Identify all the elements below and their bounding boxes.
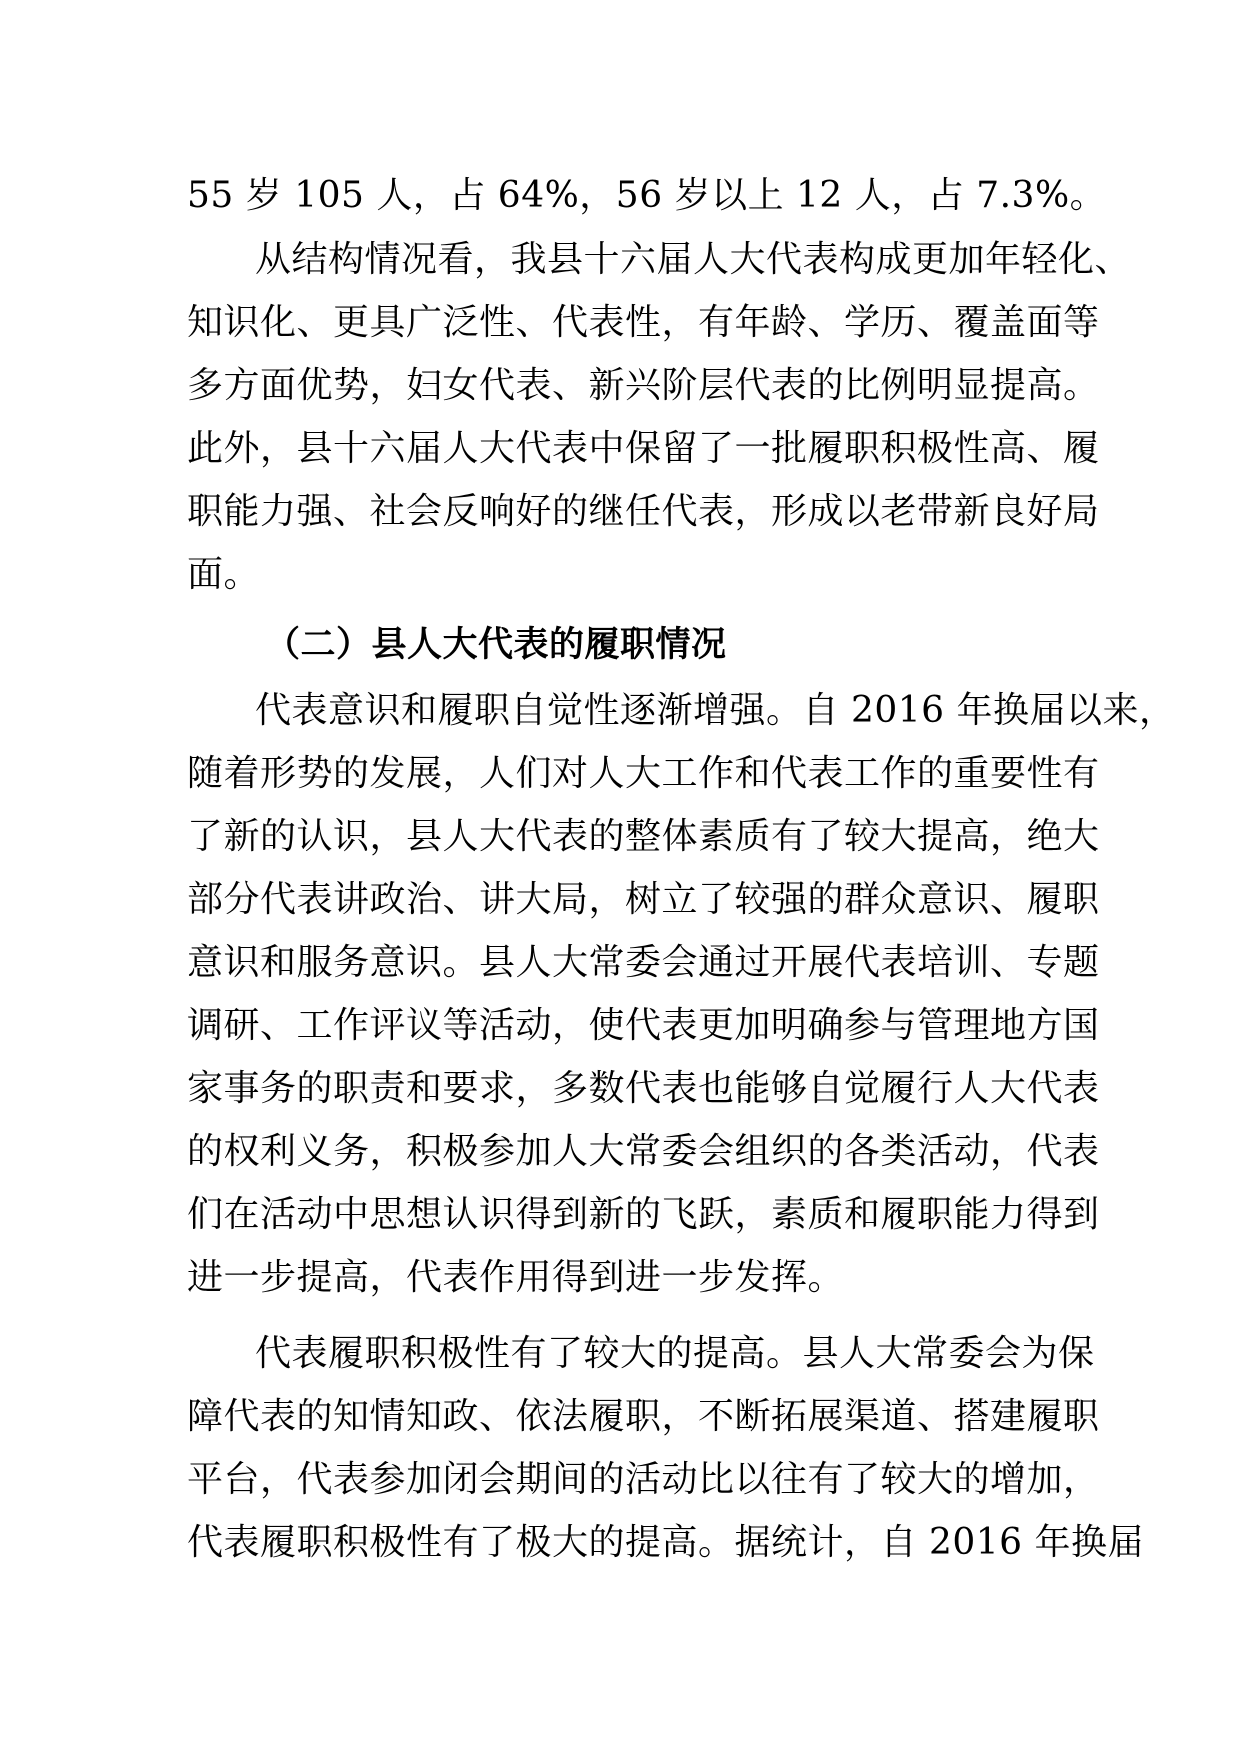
paragraph-start: 代表履职积极性有了较大的提高。县人大常委会为保	[255, 1333, 1095, 1374]
text-line: 们在活动中思想认识得到新的飞跃，素质和履职能力得到	[187, 1194, 1100, 1235]
text-line: 55 岁 105 人，占 64%，56 岁以上 12 人，占 7.3%。	[187, 175, 1107, 216]
text-line: 代表履职积极性有了极大的提高。据统计，自 2016 年换届	[187, 1522, 1145, 1563]
text-line: 面。	[187, 554, 261, 595]
text-line: 知识化、更具广泛性、代表性，有年龄、学历、覆盖面等	[187, 302, 1100, 343]
text-line: 的权利义务，积极参加人大常委会组织的各类活动，代表	[187, 1131, 1100, 1172]
text-line: 调研、工作评议等活动，使代表更加明确参与管理地方国	[187, 1005, 1100, 1046]
text-line: 障代表的知情知政、依法履职，不断拓展渠道、搭建履职	[187, 1396, 1100, 1437]
text-line: 进一步提高，代表作用得到进一步发挥。	[187, 1257, 845, 1298]
text-line: 职能力强、社会反响好的继任代表，形成以老带新良好局	[187, 491, 1100, 532]
text-line: 随着形势的发展，人们对人大工作和代表工作的重要性有	[187, 753, 1100, 794]
text-line: 了新的认识，县人大代表的整体素质有了较大提高，绝大	[187, 816, 1100, 857]
paragraph-start: 代表意识和履职自觉性逐渐增强。自 2016 年换届以来，	[255, 690, 1176, 731]
text-line: 家事务的职责和要求，多数代表也能够自觉履行人大代表	[187, 1068, 1100, 1109]
text-line: 意识和服务意识。县人大常委会通过开展代表培训、专题	[187, 942, 1100, 983]
paragraph-start: 从结构情况看，我县十六届人大代表构成更加年轻化、	[255, 239, 1132, 280]
text-line: 多方面优势，妇女代表、新兴阶层代表的比例明显提高。	[187, 365, 1100, 406]
text-line: 部分代表讲政治、讲大局，树立了较强的群众意识、履职	[187, 879, 1100, 920]
text-line: 平台，代表参加闭会期间的活动比以往有了较大的增加，	[187, 1459, 1100, 1500]
text-line: 此外，县十六届人大代表中保留了一批履职积极性高、履	[187, 428, 1100, 469]
section-heading: （二）县人大代表的履职情况	[265, 625, 727, 665]
